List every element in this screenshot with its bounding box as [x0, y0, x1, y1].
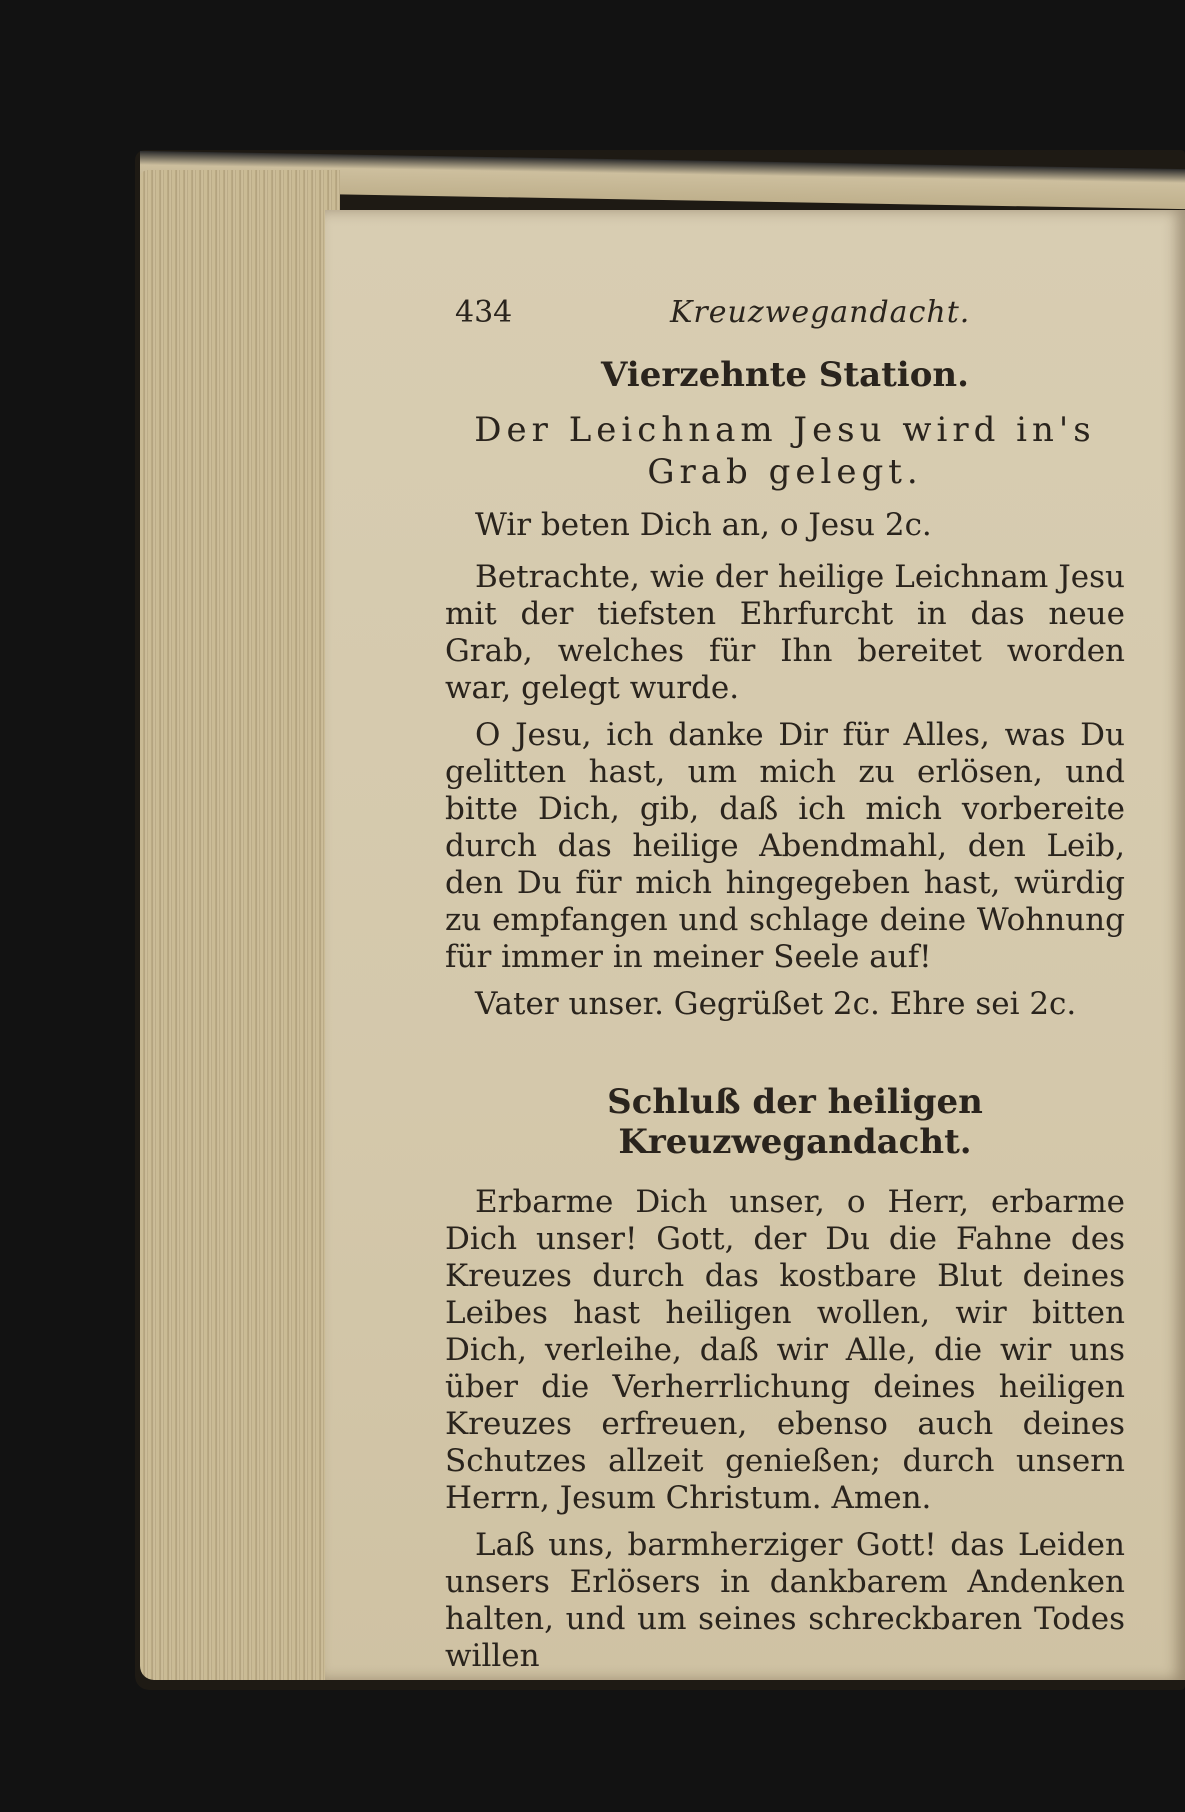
conclusion-paragraph: Laß uns, barmherziger Gott! das Leiden unsers Erlösers in dankbarem Andenken halten, und um seines schreckbaren Todes willen: [445, 1527, 1125, 1674]
station-subheading: Der Leichnam Jesu wird in's Grab gelegt.: [474, 410, 1096, 492]
conclusion-heading: Schluß der heiligen Kreuzwegandacht.: [607, 1082, 983, 1162]
page-text: [445, 295, 1125, 1685]
running-title: Kreuzwegandacht.: [670, 295, 971, 330]
conclusion-paragraph: Erbarme Dich unser, o Herr, erbarme Dich unser! Gott, der Du die Fahne des Kreuzes durch das kostbare Blut deines Leibes hast heiligen wollen, wir bitten Dich, verleihe, daß wir Alle, die wir uns über die Verherrlichung deines heiligen Kreuzes erfreuen, ebenso auch deines Schutzes allzeit genießen; durch unsern Herrn, Jesum Christum. Amen.: [445, 1184, 1125, 1516]
closing-verse: Vater unser. Gegrüßet 2c. Ehre sei 2c.: [475, 986, 1077, 1022]
page-number: 434: [455, 295, 513, 330]
station-paragraph: Betrachte, wie der heilige Leichnam Jesu mit der tiefsten Ehrfurcht in das neue Grab, welches für Ihn bereitet worden war, gelegt wurde.: [445, 559, 1125, 706]
opening-verse: Wir beten Dich an, o Jesu 2c.: [475, 507, 932, 543]
page-edges: [140, 170, 340, 1680]
station-heading: Vierzehnte Station.: [601, 355, 969, 395]
station-paragraph: O Jesu, ich danke Dir für Alles, was Du gelitten hast, um mich zu erlösen, und bitte Dich, gib, daß ich mich vorbereite durch das heilige Abendmahl, den Leib, den Du für mich hingegeben hast, würdig zu empfangen und schlage deine Wohnung für immer in meiner Seele auf!: [445, 717, 1125, 975]
page-header: [445, 295, 1125, 345]
